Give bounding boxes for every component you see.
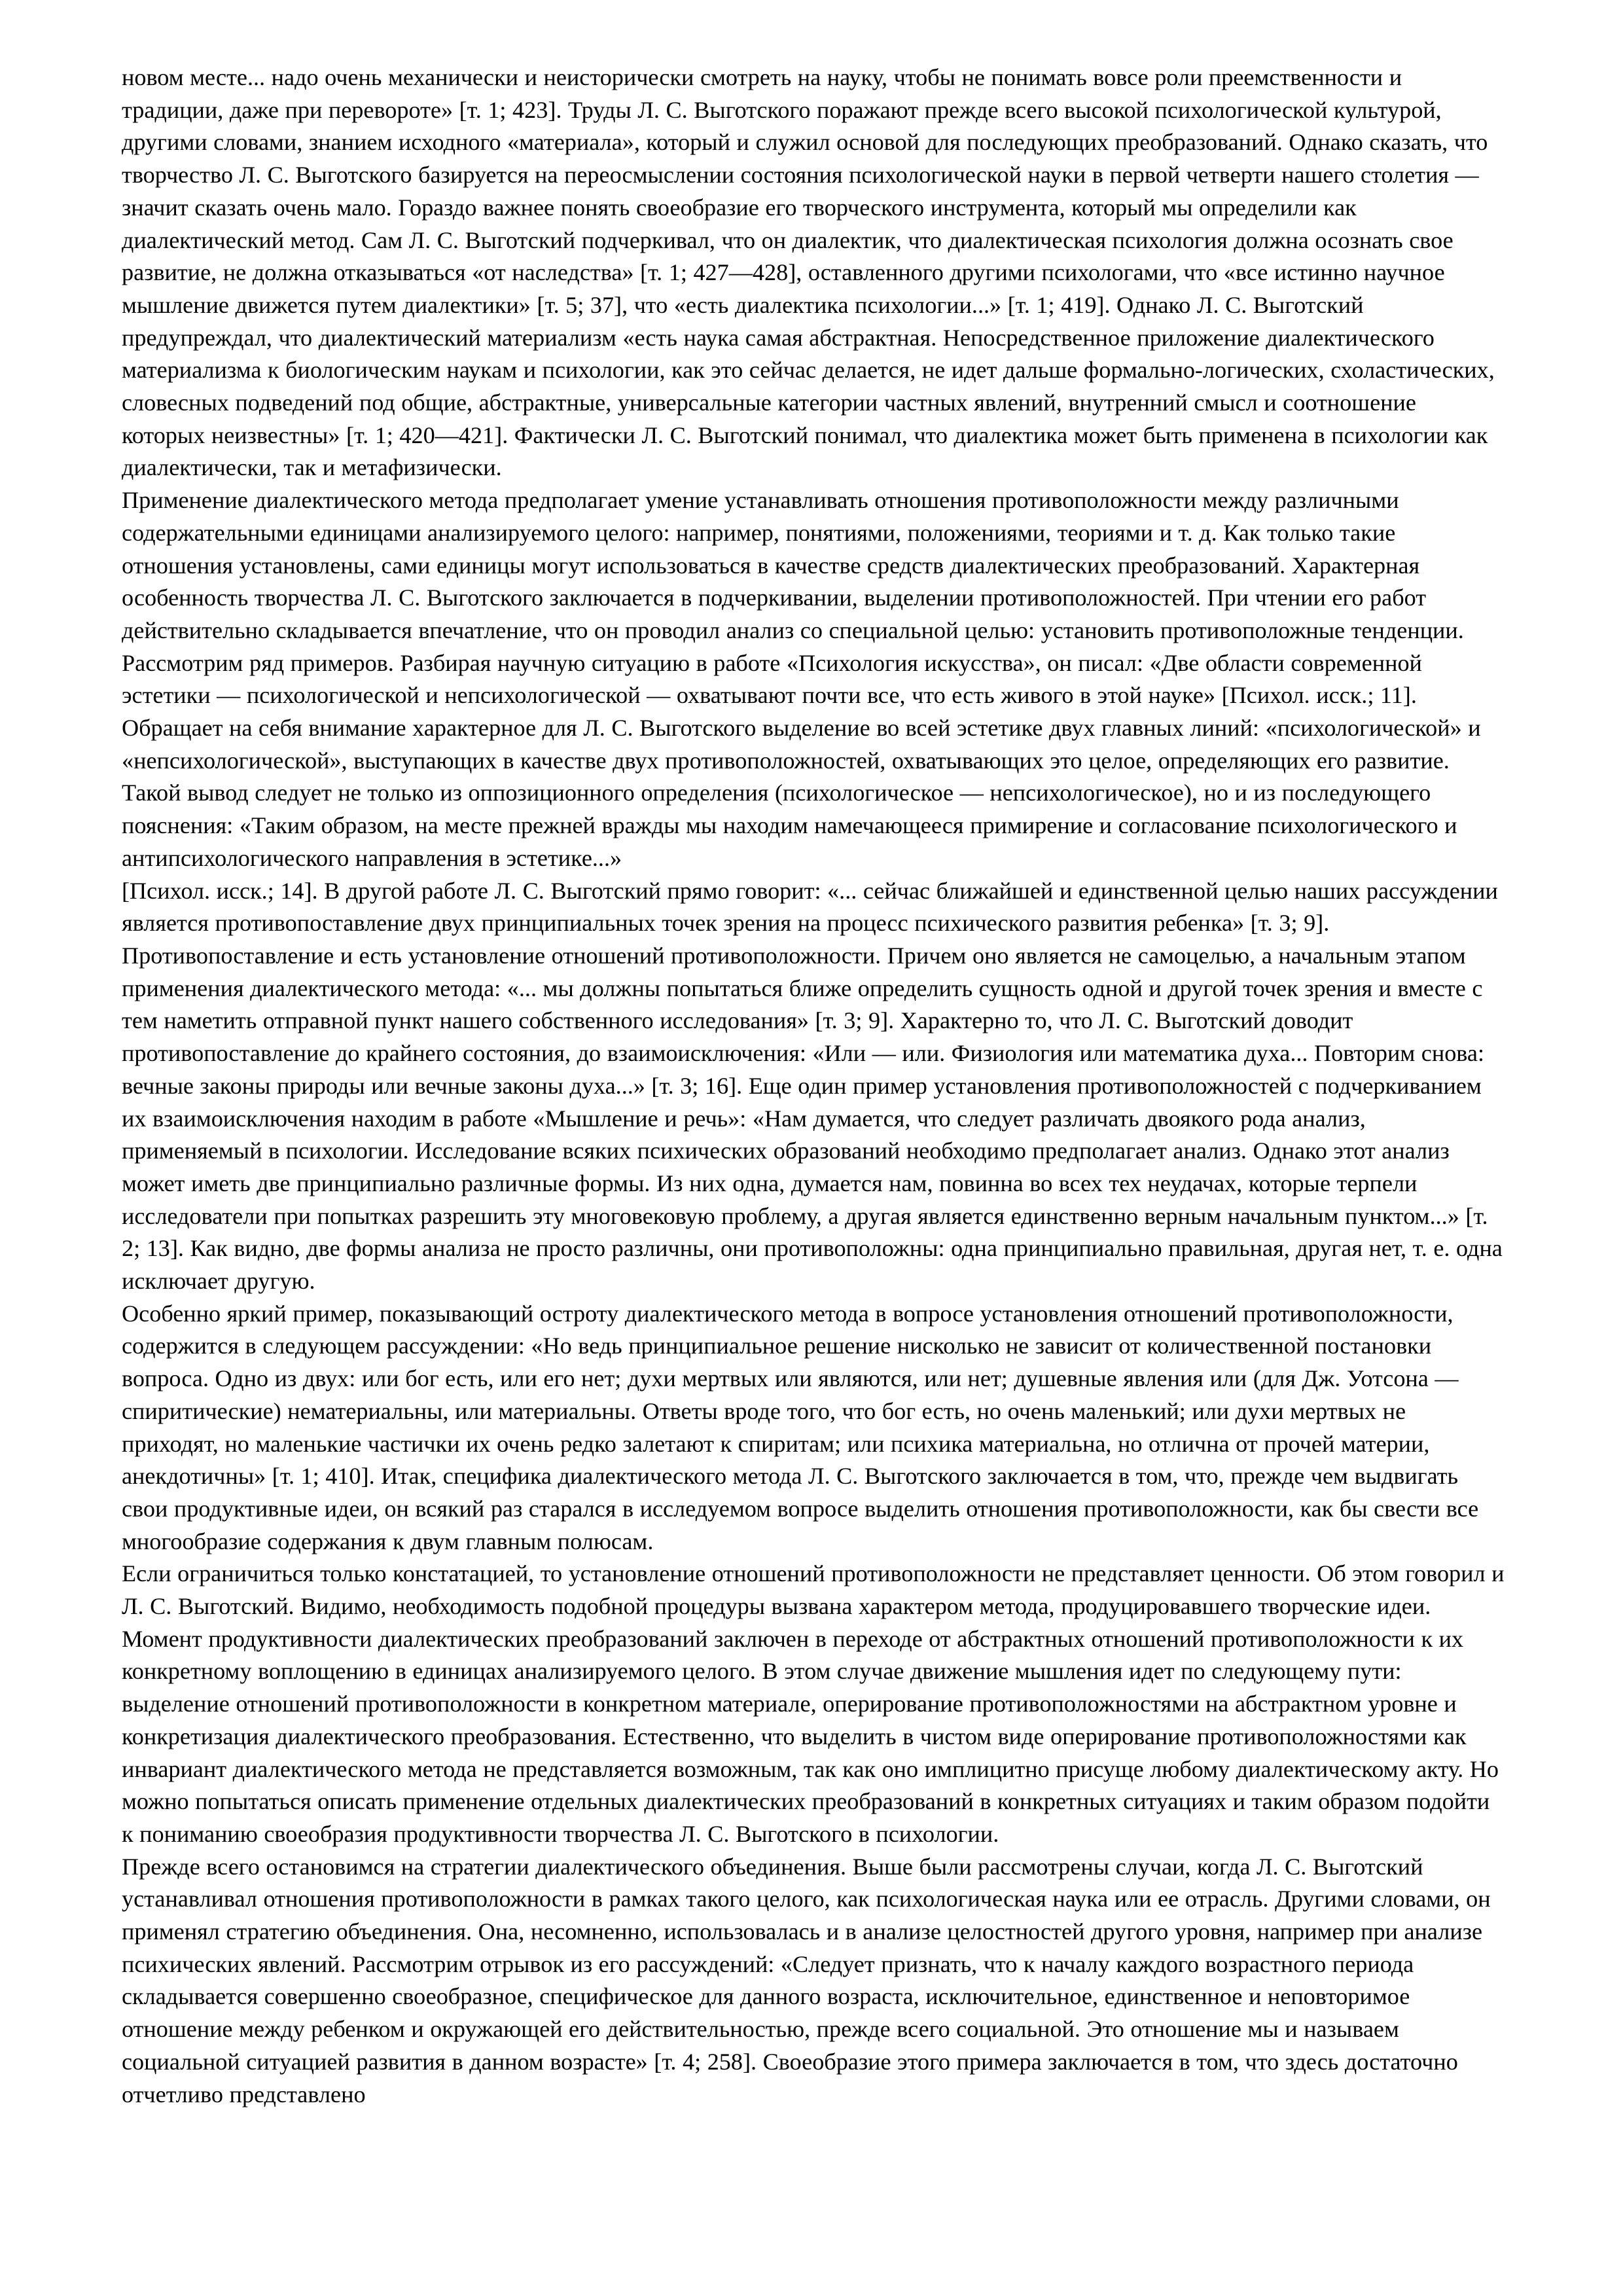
- paragraph-5: Если ограничиться только констатацией, то установление отношений противоположности не представляет ценности. Об этом говорил и Л. С. Выготский. Видимо, необходимость подобной процедуры вызвана характером метода, продуцировавшего творческие идеи. Момент продуктивности диалектических преобразований заключен в переходе от абстрактных отношений противоположности к их конкретному воплощению в единицах анализируемого целого. В этом случае движение мышления идет по следующему пути: выделение отношений противоположности в конкретном материале, оперирование противоположностями на абстрактном уровне и конкретизация диалектического преобразования. Естественно, что выделить в чистом виде оперирование противоположностями как инвариант диалектического метода не представляется возможным, так как оно имплицитно присуще любому диалектическому акту. Но можно попытаться описать применение отдельных диалектических преобразований в конкретных ситуациях и таким образом подойти к пониманию своеобразия продуктивности творчества Л. С. Выготского в психологии.: [122, 1560, 1505, 1847]
- paragraph-2: Применение диалектического метода предполагает умение устанавливать отношения противоположности между различными содержательными единицами анализируемого целого: например, понятиями, положениями, теориями и т. д. Как только такие отношения установлены, сами единицы могут использоваться в качестве средств диалектических преобразований. Характерная особенность творчества Л. С. Выготского заключается в подчеркивании, выделении противоположностей. При чтении его работ действительно складывается впечатление, что он проводил анализ со специальной целью: установить противоположные тенденции. Рассмотрим ряд примеров. Разбирая научную ситуацию в работе «Психология искусства», он писал: «Две области современной эстетики — психологической и непсихологической — охватывают почти все, что есть живого в этой науке» [Психол. исск.; 11]. Обращает на себя внимание характерное для Л. С. Выготского выделение во всей эстетике двух главных линий: «психологической» и «непсихологической», выступающих в качестве двух противоположностей, охватывающих это целое, определяющих его развитие. Такой вывод следует не только из оппозиционного определения (психологическое — непсихологическое), но и из последующего пояснения: «Таким образом, на месте прежней вражды мы находим намечающееся примирение и согласование психологического и антипсихологического направления в эстетике...»: [122, 487, 1481, 871]
- paragraph-1: новом месте... надо очень механически и неисторически смотреть на науку, чтобы не понимать вовсе роли преемственности и традиции, даже при перевороте» [т. 1; 423]. Труды Л. С. Выготского поражают прежде всего высокой психологической культурой, другими словами, знанием исходного «материала», который и служил основой для последующих преобразований. Однако сказать, что творчество Л. С. Выготского базируется на переосмыслении состояния психологической науки в первой четверти нашего столетия — значит сказать очень мало. Гораздо важнее понять своеобразие его творческого инструмента, который мы определили как диалектический метод. Сам Л. С. Выготский подчеркивал, что он диалектик, что диалектическая психология должна осознать свое развитие, не должна отказываться «от наследства» [т. 1; 427—428], оставленного другими психологами, что «все истинно научное мышление движется путем диалектики» [т. 5; 37], что «есть диалектика психологии...» [т. 1; 419]. Однако Л. С. Выготский предупреждал, что диалектический материализм «есть наука самая абстрактная. Непосредственное приложение диалектического материализма к биологическим наукам и психологии, как это сейчас делается, не идет дальше формально-логических, схоластических, словесных подведений под общие, абстрактные, универсальные категории частных явлений, внутренний смысл и соотношение которых неизвестны» [т. 1; 420—421]. Фактически Л. С. Выготский понимал, что диалектика может быть применена в психологии как диалектически, так и метафизически.: [122, 64, 1495, 481]
- paragraph-6: Прежде всего остановимся на стратегии диалектического объединения. Выше были рассмотрены случаи, когда Л. С. Выготский устанавливал отношения противоположности в рамках такого целого, как психологическая наука или ее отрасль. Другими словами, он применял стратегию объединения. Она, несомненно, использовалась и в анализе целостностей другого уровня, например при анализе психических явлений. Рассмотрим отрывок из его рассуждений: «Следует признать, что к началу каждого возрастного периода складывается совершенно своеобразное, специфическое для данного возраста, исключительное, единственное и неповторимое отношение между ребенком и окружающей его действительностью, прежде всего социальной. Это отношение мы и называем социальной ситуацией развития в данном возрасте» [т. 4; 258]. Своеобразие этого примера заключается в том, что здесь достаточно отчетливо представлено: [122, 1853, 1491, 2108]
- document-page: [122, 62, 1505, 2111]
- paragraph-4: Особенно яркий пример, показывающий остроту диалектического метода в вопросе установления отношений противоположности, содержится в следующем рассуждении: «Но ведь принципиальное решение нисколько не зависит от количественной постановки вопроса. Одно из двух: или бог есть, или его нет; духи мертвых или являются, или нет; душевные явления или (для Дж. Уотсона — спиритические) нематериальны, или материальны. Ответы вроде того, что бог есть, но очень маленький; или духи мертвых не приходят, но маленькие частички их очень редко залетают к спиритам; или психика материальна, но отлична от прочей материи, анекдотичны» [т. 1; 410]. Итак, специфика диалектического метода Л. С. Выготского заключается в том, что, прежде чем выдвигать свои продуктивные идеи, он всякий раз старался в исследуемом вопросе выделить отношения противоположности, как бы свести все многообразие содержания к двум главным полюсам.: [122, 1300, 1479, 1554]
- paragraph-3: [Психол. исск.; 14]. В другой работе Л. С. Выготский прямо говорит: «... сейчас ближайшей и единственной целью наших рассуждении является противопоставление двух принципиальных точек зрения на процесс психического развития ребенка» [т. 3; 9]. Противопоставление и есть установление отношений противоположности. Причем оно является не самоцелью, а начальным этапом применения диалектического метода: «... мы должны попытаться ближе определить сущность одной и другой точек зрения и вместе с тем наметить отправной пункт нашего собственного исследования» [т. 3; 9]. Характерно то, что Л. С. Выготский доводит противопоставление до крайнего состояния, до взаимоисключения: «Или — или. Физиология или математика духа... Повторим снова: вечные законы природы или вечные законы духа...» [т. 3; 16]. Еще один пример установления противоположностей с подчеркиванием их взаимоисключения находим в работе «Мышление и речь»: «Нам думается, что следует различать двоякого рода анализ, применяемый в психологии. Исследование всяких психических образований необходимо предполагает анализ. Однако этот анализ может иметь две принципиально различные формы. Из них одна, думается нам, повинна во всех тех неудачах, которые терпели исследователи при попытках разрешить эту многовековую проблему, а другая является единственно верным начальным пунктом...» [т. 2; 13]. Как видно, две формы анализа не просто различны, они противоположны: одна принципиально правильная, другая нет, т. е. одна исключает другую.: [122, 877, 1503, 1295]
